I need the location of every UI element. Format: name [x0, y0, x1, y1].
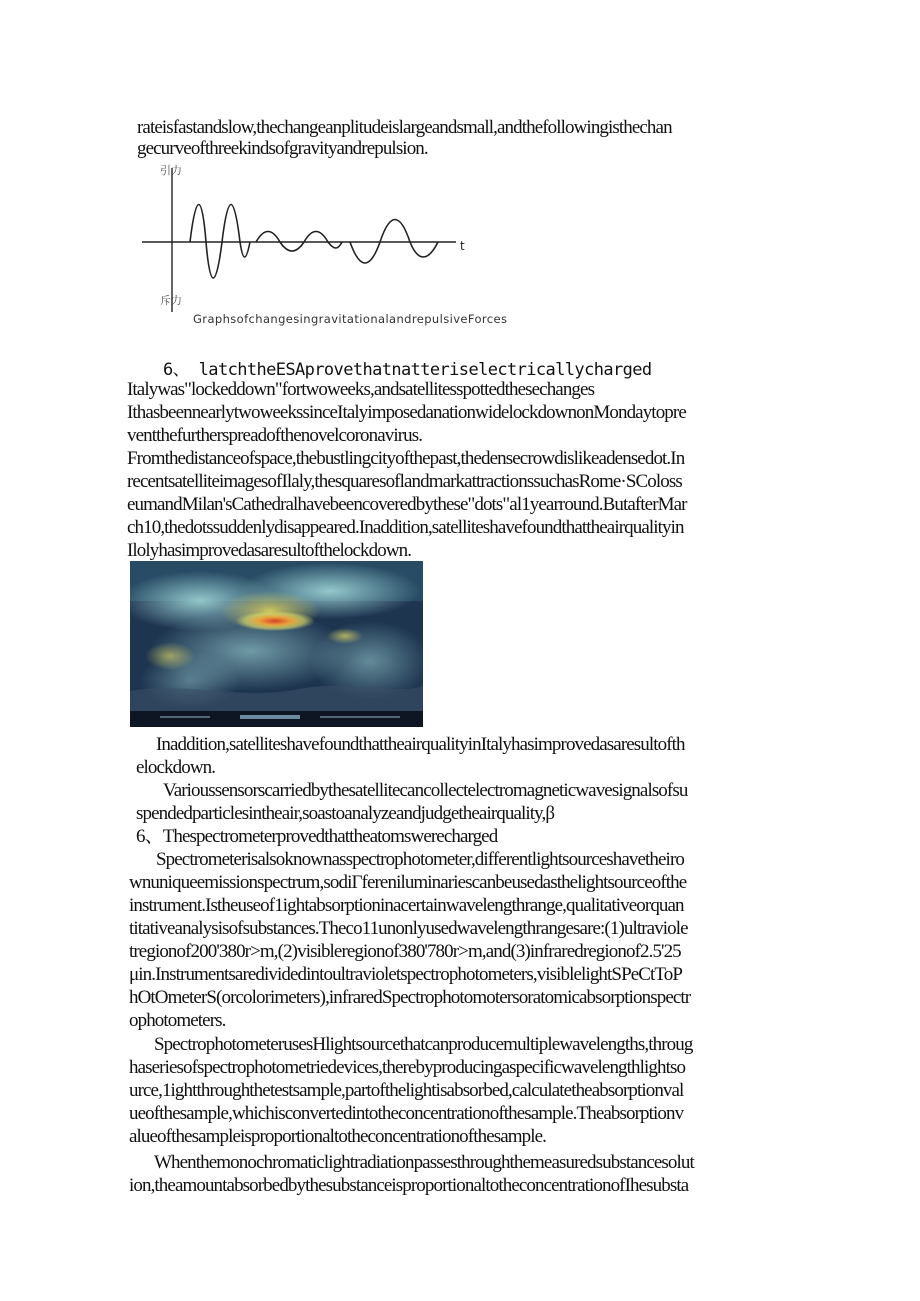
body-line: ch10,thedotssuddenlydisappeared.Inaddition,satelliteshavefoundthattheairqualityin: [127, 517, 684, 538]
body-line: wnuniqueemissionspectrum,sodiΓfereniluminariescanbeusedasthelightsourceofthe: [129, 872, 687, 893]
body-line: ion,theamountabsorbedbythesubstanceisproportionaltotheconcentrationofIhesubsta: [129, 1175, 689, 1196]
axis-label-t: t: [460, 239, 465, 253]
body-line: recentsatelliteimagesofIlaly,thesquaresoflandmarkattractionssuchasRome·SColoss: [127, 471, 682, 492]
body-line: urce,1ightthroughthetestsample,partofthelightisabsorbed,calculatetheabsorptionval: [129, 1080, 684, 1101]
figure-caption: GraphsofchangesingravitationalandrepulsiveForces: [193, 312, 508, 326]
body-line: spendedparticlesintheair,soastoanalyzeandjudgetheairquality,β: [136, 803, 555, 824]
axis-label-bottom: 斥力: [160, 294, 182, 307]
body-line: IthasbeennearlytwoweekssinceItalyimposedanationwidelockdownonMondaytopre: [127, 402, 686, 423]
body-line: Ilolyhasimprovedasaresultofthelockdown.: [127, 540, 412, 561]
force-waveform-figure: [138, 162, 478, 314]
body-line: SpectrophotometerusesHlightsourcethatcanproducemultiplewavelengths,throug: [154, 1034, 693, 1055]
body-line: Varioussensorscarriedbythesatellitecancollectelectromagneticwavesignalsofsu: [163, 780, 688, 801]
section-heading: 6、Thespectrometerprovedthattheatomswerecharged: [136, 826, 498, 847]
body-line: Spectrometerisalsoknownasspectrophotometer,differentlightsourceshavetheiro: [156, 849, 684, 870]
body-line: instrument.Istheuseof1ightabsorptioninacertainwavelengthrange,qualitativeorquan: [129, 895, 684, 916]
body-line: hOtOmeterS(orcolorimeters),infraredSpectrophotomotersoratomicabsorptionspectr: [129, 987, 691, 1008]
body-line: ophotometers.: [129, 1010, 226, 1031]
body-line: ventthefurtherspreadofthenovelcoronavirus.: [127, 425, 423, 446]
body-line: Inaddition,satelliteshavefoundthattheairqualityinItalyhasimprovedasaresultofth: [156, 734, 685, 755]
body-line: Whenthemonochromaticlightradiationpassesthroughthemeasuredsubstancesolut: [154, 1152, 694, 1173]
small-wave: [256, 232, 342, 252]
section-heading: 6、 latchtheESAprovethatnatteriselectricallycharged: [163, 360, 652, 380]
body-line: tregionof200'380r>m,(2)visibleregionof380'780r>m,and(3)infraredregionof2.5'25: [129, 941, 681, 962]
intro-line: rateisfastandslow,thechangeanplitudeislargeandsmall,andthefollowingisthechan: [137, 117, 672, 138]
axis-label-top: 引力: [160, 164, 182, 177]
satellite-air-quality-image: [130, 561, 423, 727]
large-wave: [190, 205, 250, 279]
body-line: haseriesofspectrophotometriedevices,therebyproducingaspecificwavelengthlightso: [129, 1057, 686, 1078]
body-line: elockdown.: [136, 757, 216, 778]
body-line: eumandMilan'sCathedralhavebeencoveredbythese"dots"al1yearround.ButafterMar: [127, 494, 687, 515]
body-line: titativeanalysisofsubstances.Theco11unonlyusedwavelengthrangesare:(1)ultraviole: [129, 918, 688, 939]
body-line: Italywas"lockeddown"fortwoweeks,andsatellitesspottedthesechanges: [127, 379, 595, 400]
body-line: alueofthesampleisproportionaltotheconcentrationofthesample.: [129, 1126, 546, 1147]
intro-line: gecurveofthreekindsofgravityandrepulsion.: [137, 138, 428, 159]
medium-wave: [350, 220, 438, 264]
body-line: μin.Instrumentsaredividedintoultravioletspectrophotometers,visiblelightSPeCtToP: [129, 964, 683, 985]
body-line: Fromthedistanceofspace,thebustlingcityofthepast,thedensecrowdislikeadensedot.In: [127, 448, 685, 469]
body-line: ueofthesample,whichisconvertedintotheconcentrationofthesample.Theabsorptionv: [129, 1103, 684, 1124]
